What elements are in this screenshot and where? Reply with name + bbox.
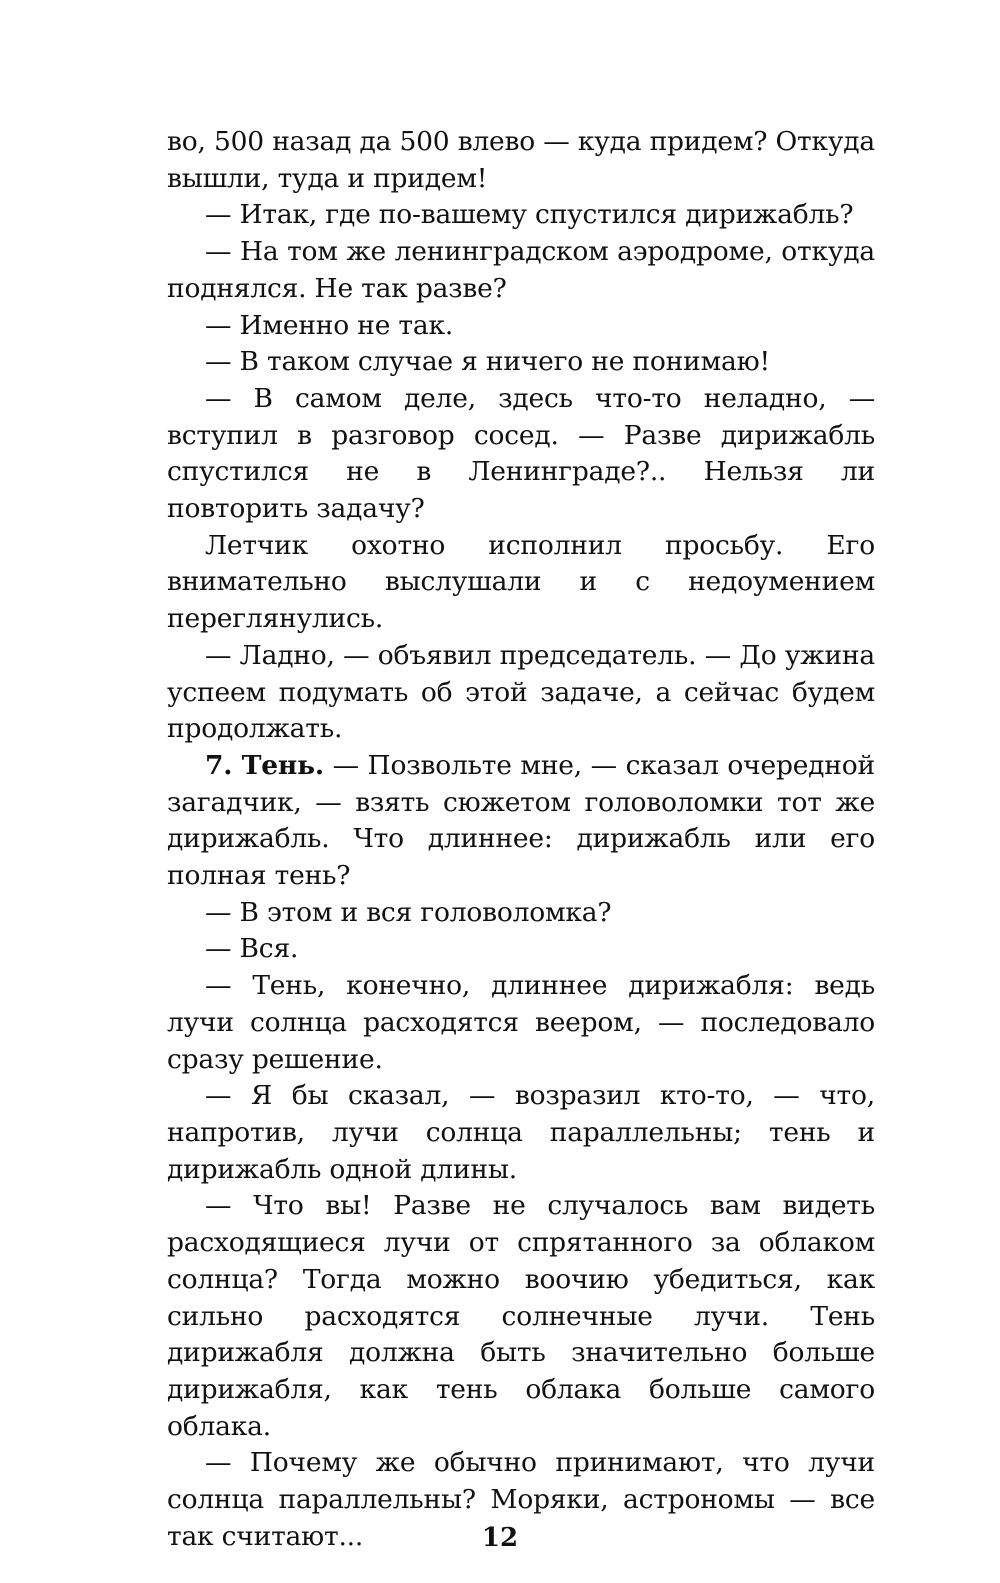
paragraph-4-text: — Именно не так.	[205, 309, 454, 341]
paragraph-10	[167, 895, 875, 932]
paragraph-2	[167, 197, 875, 234]
paragraph-5-text: — В таком случае я ничего не понимаю!	[205, 346, 770, 378]
paragraph-14	[167, 1188, 875, 1445]
paragraph-9-text: — Позвольте мне, — сказал очередной загадчик, — взять сюжетом головоломки тот же дирижабль. Что длиннее: дирижабль или его полная тень?	[167, 749, 875, 892]
paragraph-11-text: — Вся.	[205, 933, 299, 965]
paragraph-6	[167, 381, 875, 528]
paragraph-2-text: — Итак, где по-вашему спустился дирижабль?	[205, 199, 854, 231]
paragraph-13-text: — Я бы сказал, — возразил кто-то, — что, напротив, лучи солнца параллельны; тень и дирижабль одной длины.	[167, 1080, 875, 1185]
paragraph-1-text: во, 500 назад да 500 влево — куда придем? Откуда вышли, туда и придем!	[167, 126, 875, 194]
page-body	[167, 124, 875, 1555]
paragraph-14-text: — Что вы! Разве не случалось вам видеть расходящиеся лучи от спрятанного за облаком солнца? Тогда можно воочию убедиться, как сильно расходятся солнечные лучи. Тень дирижабля должна быть значительно больше дирижабля, как тень облака больше самого облака.	[167, 1190, 875, 1442]
paragraph-4	[167, 308, 875, 345]
paragraph-8	[167, 638, 875, 748]
paragraph-1	[167, 124, 875, 197]
paragraph-11	[167, 931, 875, 968]
paragraph-12	[167, 968, 875, 1078]
paragraph-6-text: — В самом деле, здесь что-то неладно, — вступил в разговор сосед. — Разве дирижабль спустился не в Ленинграде?.. Нельзя ли повторить задачу?	[167, 382, 875, 525]
paragraph-3	[167, 234, 875, 307]
paragraph-15-text: — Почему же обычно принимают, что лучи солнца параллельны? Моряки, астрономы — все так считают...	[167, 1447, 875, 1552]
paragraph-5	[167, 344, 875, 381]
paragraph-8-text: — Ладно, — объявил председатель. — До ужина успеем подумать об этой задаче, а сейчас будем продолжать.	[167, 639, 875, 745]
paragraph-13	[167, 1078, 875, 1188]
paragraph-3-text: — На том же ленинградском аэродроме, откуда поднялся. Не так разве?	[167, 236, 875, 304]
paragraph-12-text: — Тень, конечно, длиннее дирижабля: ведь лучи солнца расходятся веером, — последовало сразу решение.	[167, 970, 875, 1075]
page-number: 12	[481, 1523, 519, 1553]
paragraph-10-text: — В этом и вся головоломка?	[205, 896, 612, 928]
section-heading: 7. Тень.	[205, 749, 324, 781]
paragraph-7	[167, 528, 875, 638]
paragraph-9	[167, 748, 875, 895]
paragraph-7-text: Летчик охотно исполнил просьбу. Его внимательно выслушали и с недоумением переглянулись.	[167, 529, 875, 635]
